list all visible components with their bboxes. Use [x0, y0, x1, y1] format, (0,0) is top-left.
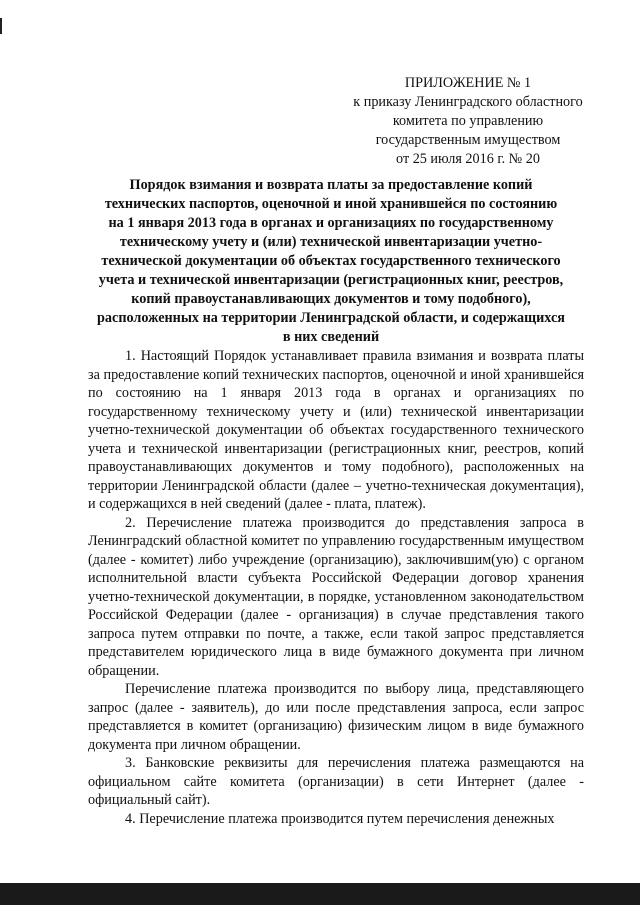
- paragraph-5: 4. Перечисление платежа производится путем перечисления денежных: [125, 810, 555, 827]
- paragraph-4: 3. Банковские реквизиты для перечисления платежа размещаются на официальном сайте комитета (организации) в сети Интернет (далее - официальный сайт).: [88, 755, 584, 808]
- appendix-line-2: комитета по управлению: [392, 113, 544, 129]
- scan-bottom-bar: [0, 883, 640, 905]
- paragraph-1: 1. Настоящий Порядок устанавливает правила взимания и возврата платы за предоставление копий технических паспортов, оценочной и иной хранившейся по состоянию на 1 января 2013 года в органах и организациях по государственному техническому учету и (или) технической инвентаризации учетно-технической документации об объектах государственного технического учета и технической инвентаризации (регистрационных книг, реестров, копий правоустанавливающих документов и тому подобного), расположенных на территории Ленинградской области (далее – учетно-техническая документация), и содержащихся в ней сведений (далее - плата, платеж).: [88, 348, 584, 512]
- appendix-title: ПРИЛОЖЕНИЕ № 1: [404, 75, 532, 91]
- document-title: Порядок взимания и возврата платы за предоставление копий технических паспортов, оценочной и иной хранившейся по состоянию на 1 января 2013 года в органах и организациях по государственному техническому учету и (или) технической инвентаризации учетно-технической документации об объектах государственного технического учета и технической инвентаризации (регистрационных книг, реестров, копий правоустанавливающих документов и тому подобного), расположенных на территории Ленинградской области, и содержащихся в них сведений: [97, 177, 565, 345]
- paragraph-3: Перечисление платежа производится по выбору лица, представляющего запрос (далее - заявитель), до или после представления запроса, если запрос представляется в комитет (организацию) физическим лицом в виде бумажного документа при личном обращении.: [88, 681, 584, 753]
- scan-edge-mark: [0, 18, 2, 34]
- appendix-header: [332, 74, 604, 169]
- appendix-line-3: государственным имуществом: [375, 132, 561, 148]
- document-body: [88, 347, 584, 828]
- paragraph-2: 2. Перечисление платежа производится до представления запроса в Ленинградский областной комитет по управлению государственным имуществом (далее - комитет) либо учреждение (организацию), заключившим(ую) с органом исполнительной власти субъекта Российской Федерации договор хранения учетно-технической документации, в порядке, установленном законодательством Российской Федерации (далее - организация) в случае представления такого запроса путем отправки по почте, а также, если такой запрос представляется представителем юридического лица в виде бумажного документа при личном обращении.: [88, 514, 584, 679]
- appendix-line-1: к приказу Ленинградского областного: [353, 94, 583, 110]
- appendix-line-4: от 25 июля 2016 г. № 20: [396, 151, 540, 167]
